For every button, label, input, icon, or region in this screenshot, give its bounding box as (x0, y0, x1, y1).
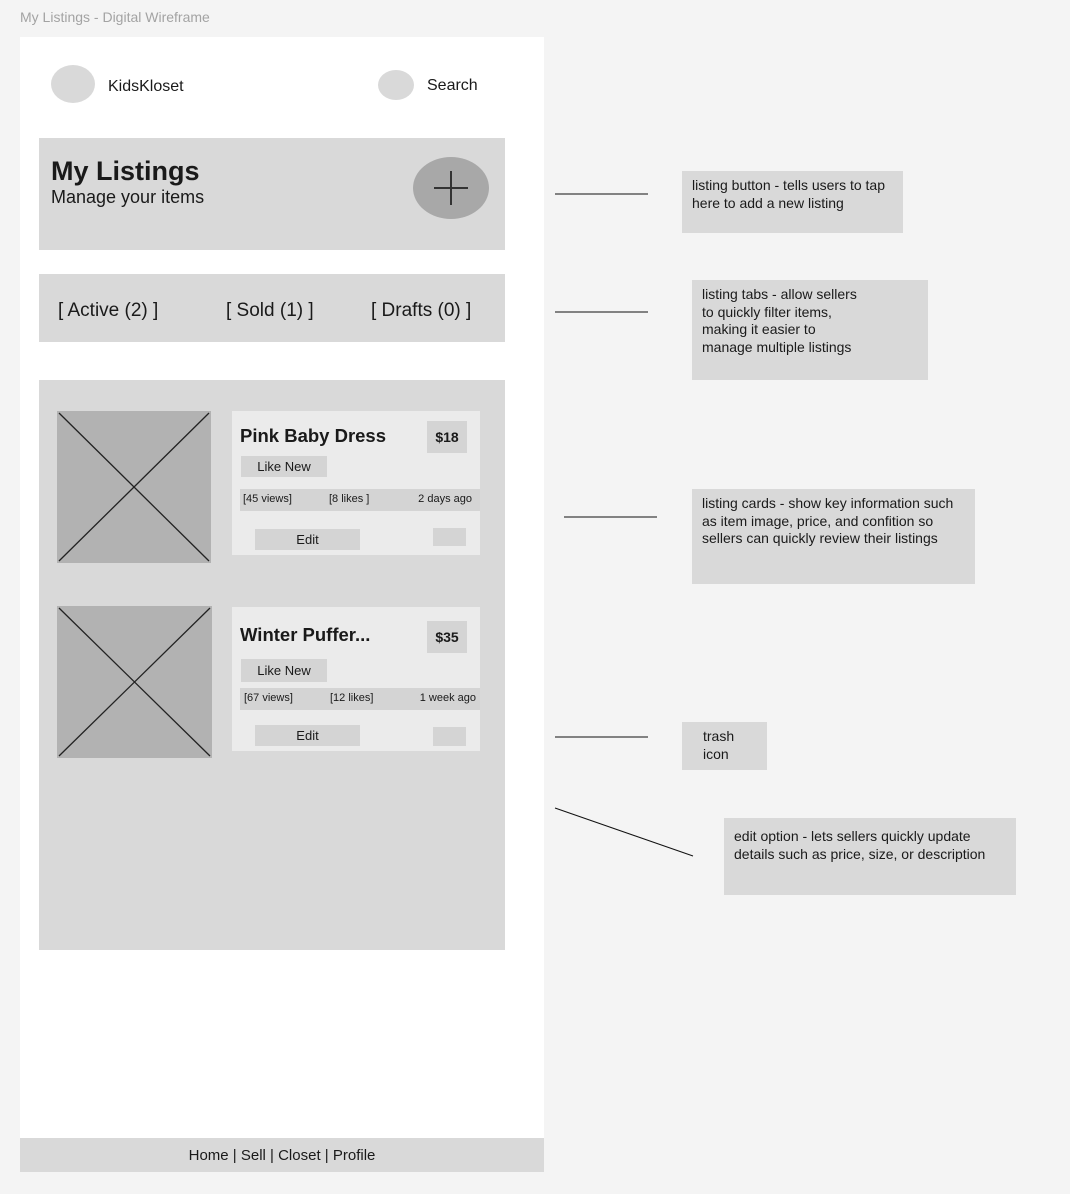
tab-sold[interactable]: [ Sold (1) ] (226, 300, 314, 321)
annotation-edit-option: edit option - lets sellers quickly update details such as price, size, or description (724, 818, 1016, 895)
tab-active[interactable]: [ Active (2) ] (58, 300, 159, 321)
tab-drafts[interactable]: [ Drafts (0) ] (371, 300, 472, 321)
item-title: Pink Baby Dress (240, 425, 387, 446)
edit-button[interactable]: Edit (255, 529, 360, 550)
item-title: Winter Puffer... (240, 624, 371, 645)
annotation-listing-cards: listing cards - show key information such as item image, price, and confition so sellers can quickly review their listings (692, 489, 975, 584)
price-badge: $35 (427, 621, 467, 653)
annotation-listing-button: listing button - tells users to tap here to add a new listing (682, 171, 903, 233)
listed-time: 1 week ago (419, 692, 476, 704)
likes-count: [8 likes ] (329, 493, 370, 505)
likes-count: [12 likes] (330, 692, 374, 704)
page-title: My Listings (51, 156, 200, 186)
views-count: [67 views] (244, 692, 293, 704)
condition-badge: Like New (241, 456, 327, 477)
edit-button[interactable]: Edit (255, 725, 360, 746)
price-badge: $18 (427, 421, 467, 453)
page-subtitle: Manage your items (51, 187, 205, 207)
brand-name: KidsKloset (108, 78, 184, 95)
annotation-trash-icon: trash icon (682, 722, 767, 770)
views-count: [45 views] (243, 493, 292, 505)
bottom-nav[interactable]: Home | Sell | Closet | Profile (20, 1138, 544, 1172)
condition-badge: Like New (241, 659, 327, 682)
annotation-listing-tabs: listing tabs - allow sellers to quickly filter items, making it easier to manage multiple listings (692, 280, 928, 380)
listed-time: 2 days ago (418, 493, 472, 505)
search-label[interactable]: Search (427, 77, 478, 94)
frame-title: My Listings - Digital Wireframe (20, 9, 210, 25)
